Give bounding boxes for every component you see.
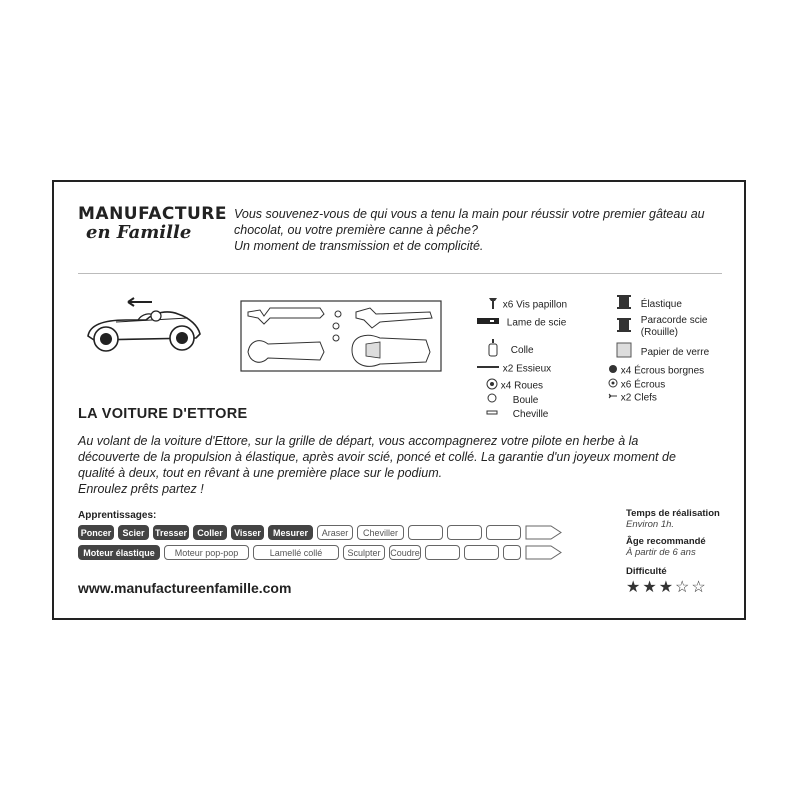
skill-tag: Coudre bbox=[389, 545, 421, 560]
legend-label: Cheville bbox=[512, 408, 549, 420]
time-label: Temps de réalisation bbox=[626, 508, 720, 519]
skill-tag bbox=[408, 525, 443, 540]
skill-tag: Coller bbox=[193, 525, 227, 540]
skill-tag bbox=[486, 525, 521, 540]
product-card bbox=[52, 180, 746, 620]
legend-label: Vis papillon bbox=[516, 299, 568, 311]
legend-item bbox=[616, 315, 707, 339]
legend-label: Boule bbox=[512, 394, 539, 406]
skill-tag bbox=[425, 545, 460, 560]
legend-label: Essieux bbox=[516, 363, 552, 375]
skill-tag bbox=[503, 545, 521, 560]
nut-icon bbox=[608, 378, 618, 392]
skill-tag bbox=[464, 545, 499, 560]
legend-item bbox=[608, 364, 704, 378]
product-description bbox=[78, 433, 723, 497]
age-info bbox=[626, 536, 706, 558]
skill-arrow bbox=[525, 525, 563, 540]
difficulty-info bbox=[626, 566, 667, 577]
cap-nut-icon bbox=[608, 364, 618, 378]
skill-tag: Lamellé collé bbox=[253, 545, 339, 560]
race-car-illustration bbox=[76, 294, 206, 359]
legend-qty: x4 bbox=[620, 365, 632, 377]
legend-item bbox=[476, 315, 566, 331]
legend-label: Colle bbox=[510, 344, 534, 356]
skill-tag: Mesurer bbox=[268, 525, 313, 540]
elastic-spool-icon bbox=[616, 294, 632, 314]
legend-label: Écrous bbox=[634, 379, 666, 391]
legend-item bbox=[476, 363, 551, 376]
divider bbox=[78, 273, 722, 274]
legend-item bbox=[616, 342, 709, 362]
glue-bottle-icon bbox=[486, 338, 500, 362]
skill-tag: Scier bbox=[118, 525, 149, 540]
paracord-spool-icon bbox=[616, 316, 632, 338]
legend-qty: x2 bbox=[502, 363, 514, 375]
description-line: Au volant de la voiture d'Ettore, sur la grille de départ, vous accompagnerez votre pilote en herbe à la bbox=[78, 434, 639, 448]
skill-tag: Cheviller bbox=[357, 525, 404, 540]
difficulty-label: Difficulté bbox=[626, 566, 667, 577]
intro-text bbox=[234, 206, 724, 254]
product-title: LA VOITURE D'ETTORE bbox=[78, 406, 248, 422]
age-value: À partir de 6 ans bbox=[626, 547, 696, 558]
time-value: Environ 1h. bbox=[626, 519, 675, 530]
intro-line: Un moment de transmission et de complicité. bbox=[234, 239, 484, 253]
description-line: qualité à deux, tout en rêvant à une première place sur le podium. bbox=[78, 466, 443, 480]
website-link[interactable]: www.manufactureenfamille.com bbox=[78, 580, 292, 596]
brand-logo bbox=[78, 204, 228, 264]
intro-line: chocolat, ou votre première canne à pêche? bbox=[234, 223, 478, 237]
logo-line1: MANUFACTURE bbox=[78, 204, 228, 224]
difficulty-stars: ★★★☆☆ bbox=[626, 579, 708, 596]
age-label: Âge recommandé bbox=[626, 536, 706, 547]
legend-qty: x4 bbox=[500, 380, 512, 392]
legend-item bbox=[608, 378, 665, 392]
skill-tag: Sculpter bbox=[343, 545, 385, 560]
legend-label: Écrous borgnes bbox=[634, 365, 705, 377]
legend-label: (Rouille) bbox=[640, 327, 679, 338]
dowel-icon bbox=[486, 406, 498, 422]
saw-blade-icon bbox=[476, 315, 504, 331]
legend-label: Lame de scie bbox=[506, 317, 567, 329]
axle-icon bbox=[476, 363, 500, 375]
wrench-icon bbox=[608, 391, 618, 405]
skill-tag: Moteur pop-pop bbox=[164, 545, 249, 560]
legend-item bbox=[486, 338, 534, 362]
sandpaper-icon bbox=[616, 342, 632, 362]
logo-line2: en Famille bbox=[86, 222, 192, 243]
legend-label: Clefs bbox=[634, 392, 657, 404]
skills-label: Apprentissages: bbox=[78, 510, 157, 521]
skill-tag bbox=[447, 525, 482, 540]
time-info bbox=[626, 508, 720, 530]
legend-label: Élastique bbox=[640, 298, 682, 310]
legend-label: Paracorde scie bbox=[640, 315, 708, 326]
description-line: découverte de la propulsion à élastique, après avoir scié, poncé et collé. La garantie d'un joyeux moment de bbox=[78, 450, 676, 464]
legend-qty: x6 bbox=[620, 379, 632, 391]
skill-tag: Visser bbox=[231, 525, 264, 540]
description-line: Enroulez prêts partez ! bbox=[78, 482, 204, 496]
wing-screw-icon bbox=[486, 296, 500, 314]
legend-item bbox=[486, 296, 567, 314]
skill-arrow bbox=[525, 545, 563, 560]
skill-tag: Moteur élastique bbox=[78, 545, 160, 560]
intro-line: Vous souvenez-vous de qui vous a tenu la main pour réussir votre premier gâteau au bbox=[234, 207, 705, 221]
wood-parts-illustration bbox=[240, 300, 442, 372]
legend-qty: x6 bbox=[502, 299, 514, 311]
skill-tag: Poncer bbox=[78, 525, 114, 540]
skill-tag: Araser bbox=[317, 525, 353, 540]
legend-item bbox=[486, 406, 548, 422]
legend-label: Papier de verre bbox=[640, 346, 710, 358]
skill-tag: Tresser bbox=[153, 525, 189, 540]
legend-label: Roues bbox=[514, 380, 544, 392]
legend-item bbox=[616, 294, 682, 314]
legend-qty: x2 bbox=[620, 392, 632, 404]
legend-item bbox=[608, 391, 657, 405]
